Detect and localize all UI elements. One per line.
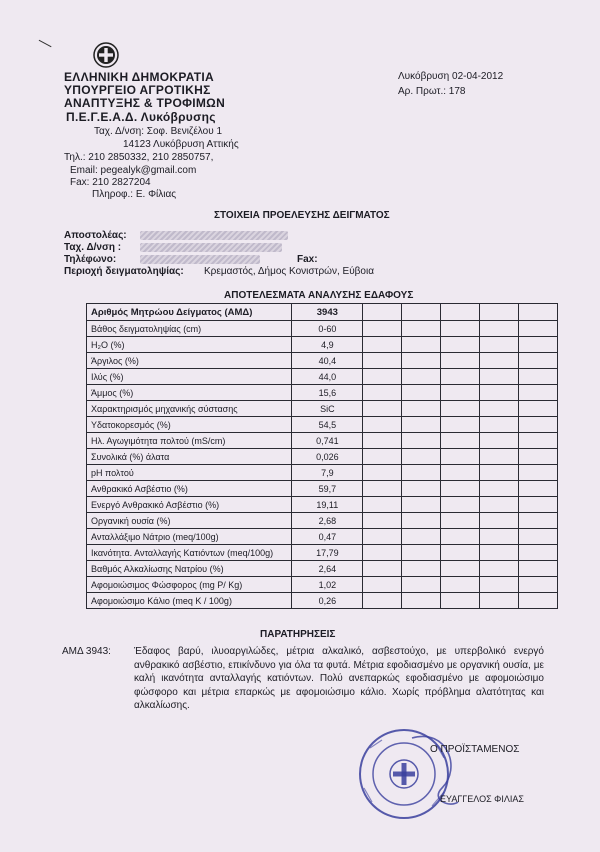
parameter-value: 0,47	[292, 529, 363, 545]
empty-cell	[441, 449, 480, 465]
empty-cell	[441, 465, 480, 481]
empty-cell	[441, 385, 480, 401]
empty-cell	[441, 593, 480, 609]
empty-cell	[402, 369, 441, 385]
address-city: 14123 Λυκόβρυση Αττικής	[123, 139, 239, 150]
parameter-value: 54,5	[292, 417, 363, 433]
empty-cell	[519, 529, 558, 545]
empty-cell	[441, 321, 480, 337]
empty-cell	[363, 545, 402, 561]
parameter-value: 17,79	[292, 545, 363, 561]
parameter-value: 0-60	[292, 321, 363, 337]
empty-cell	[480, 529, 519, 545]
area-value: Κρεμαστός, Δήμος Κονιστρών, Εύβοια	[204, 266, 374, 277]
parameter-value: 40,4	[292, 353, 363, 369]
sample-id-value: 3943	[292, 304, 363, 321]
sender-label: Αποστολέας:	[64, 230, 127, 241]
parameter-value: 2,68	[292, 513, 363, 529]
remarks-title: ΠΑΡΑΤΗΡΗΣΕΙΣ	[260, 629, 336, 640]
pen-mark	[38, 40, 51, 48]
table-row	[87, 321, 558, 337]
empty-cell	[480, 353, 519, 369]
table-row	[87, 481, 558, 497]
parameter-value: 59,7	[292, 481, 363, 497]
empty-cell	[363, 385, 402, 401]
empty-cell	[480, 481, 519, 497]
address-line: Ταχ. Δ/νση: Σοφ. Βενιζέλου 1	[94, 126, 223, 137]
parameter-value: 1,02	[292, 577, 363, 593]
empty-cell	[480, 545, 519, 561]
empty-cell	[402, 529, 441, 545]
empty-cell	[480, 417, 519, 433]
parameter-label: Άργιλος (%)	[87, 353, 292, 369]
empty-cell	[402, 353, 441, 369]
empty-cell	[363, 449, 402, 465]
table-row	[87, 529, 558, 545]
parameter-label: H₂O (%)	[87, 337, 292, 353]
parameter-value: 2,64	[292, 561, 363, 577]
empty-cell	[480, 561, 519, 577]
empty-cell	[402, 545, 441, 561]
empty-cell	[363, 593, 402, 609]
parameter-label: pH πολτού	[87, 465, 292, 481]
empty-cell	[402, 561, 441, 577]
email-line: Email: pegealyk@gmail.com	[70, 165, 197, 176]
empty-cell	[480, 369, 519, 385]
sample-id-label: Αριθμός Μητρώου Δείγματος (ΑΜΔ)	[87, 304, 292, 321]
parameter-label: Ανθρακικό Ασβέστιο (%)	[87, 481, 292, 497]
table-row	[87, 417, 558, 433]
empty-cell	[402, 497, 441, 513]
empty-cell	[363, 481, 402, 497]
empty-cell	[519, 481, 558, 497]
table-row	[87, 433, 558, 449]
empty-cell	[363, 304, 402, 321]
empty-cell	[363, 465, 402, 481]
empty-cell	[441, 561, 480, 577]
empty-cell	[519, 353, 558, 369]
header-office: Π.Ε.Γ.Ε.Α.Δ. Λυκόβρυσης	[66, 110, 216, 124]
empty-cell	[441, 417, 480, 433]
header-ministry: ΥΠΟΥΡΓΕΙΟ ΑΓΡΟΤΙΚΗΣ	[64, 83, 211, 97]
parameter-label: Συνολικά (%) άλατα	[87, 449, 292, 465]
phone-label: Τηλέφωνο:	[64, 254, 117, 265]
table-row	[87, 385, 558, 401]
table-row	[87, 401, 558, 417]
empty-cell	[519, 321, 558, 337]
protocol-number: Αρ. Πρωτ.: 178	[398, 86, 466, 97]
parameter-label: Ικανότητα. Ανταλλαγής Κατιόντων (meq/100g)	[87, 545, 292, 561]
empty-cell	[363, 353, 402, 369]
parameter-label: Βάθος δειγματοληψίας (cm)	[87, 321, 292, 337]
empty-cell	[402, 304, 441, 321]
address-label: Ταχ. Δ/νση :	[64, 242, 122, 253]
signatory-name: ΕΥΑΓΓΕΛΟΣ ΦΙΛΙΑΣ	[440, 794, 524, 804]
empty-cell	[402, 449, 441, 465]
empty-cell	[441, 577, 480, 593]
table-row	[87, 497, 558, 513]
table-row	[87, 353, 558, 369]
empty-cell	[519, 561, 558, 577]
parameter-label: Ανταλλάξιμο Νάτριο (meq/100g)	[87, 529, 292, 545]
table-row	[87, 337, 558, 353]
empty-cell	[402, 337, 441, 353]
empty-cell	[363, 577, 402, 593]
header-state: ΕΛΛΗΝΙΚΗ ΔΗΜΟΚΡΑΤΙΑ	[64, 70, 214, 84]
table-row	[87, 593, 558, 609]
table-row	[87, 561, 558, 577]
parameter-label: Οργανική ουσία (%)	[87, 513, 292, 529]
empty-cell	[480, 465, 519, 481]
empty-cell	[441, 337, 480, 353]
place-date: Λυκόβρυση 02-04-2012	[398, 71, 504, 82]
empty-cell	[480, 449, 519, 465]
results-table	[86, 303, 558, 609]
empty-cell	[441, 545, 480, 561]
empty-cell	[402, 593, 441, 609]
table-row	[87, 369, 558, 385]
redacted-address	[140, 243, 282, 252]
empty-cell	[402, 465, 441, 481]
empty-cell	[363, 497, 402, 513]
fax-line: Fax: 210 2827204	[70, 177, 151, 188]
empty-cell	[480, 401, 519, 417]
empty-cell	[519, 433, 558, 449]
empty-cell	[363, 401, 402, 417]
empty-cell	[402, 385, 441, 401]
empty-cell	[480, 593, 519, 609]
empty-cell	[441, 369, 480, 385]
empty-cell	[480, 513, 519, 529]
empty-cell	[441, 513, 480, 529]
empty-cell	[480, 321, 519, 337]
empty-cell	[519, 577, 558, 593]
empty-cell	[519, 417, 558, 433]
parameter-value: 19,11	[292, 497, 363, 513]
remarks-code: ΑΜΔ 3943:	[62, 646, 111, 657]
empty-cell	[519, 465, 558, 481]
empty-cell	[441, 304, 480, 321]
empty-cell	[363, 513, 402, 529]
empty-cell	[480, 337, 519, 353]
empty-cell	[519, 304, 558, 321]
empty-cell	[441, 433, 480, 449]
empty-cell	[363, 369, 402, 385]
greek-coat-of-arms-icon	[93, 42, 119, 68]
parameter-label: Ιλύς (%)	[87, 369, 292, 385]
empty-cell	[402, 401, 441, 417]
parameter-value: 44,0	[292, 369, 363, 385]
parameter-value: SiC	[292, 401, 363, 417]
parameter-label: Βαθμός Αλκαλίωσης Νατρίου (%)	[87, 561, 292, 577]
empty-cell	[441, 401, 480, 417]
signatory-role: Ο ΠΡΟΪΣΤΑΜΕΝΟΣ	[430, 744, 520, 755]
parameter-value: 7,9	[292, 465, 363, 481]
parameter-label: Χαρακτηρισμός μηχανικής σύστασης	[87, 401, 292, 417]
empty-cell	[519, 337, 558, 353]
remarks-text: Έδαφος βαρύ, ιλυοαργιλώδες, μέτρια αλκαλικό, ασβεστούχο, με υπερβολικό ενεργό ανθρακικό ασβέστιο, επικίνδυνο για όλα τα φυτά. Μέτρια εφοδιασμένο με οργανική ουσία, με καλή ικανότητα ανταλλαγής κατιόντων. Πολύ ανεπαρκώς εφοδιασμένο με αφομοιώσιμο φώσφορο και μέτρια επαρκώς με αφομοιώσιμο κάλιο. Χωρίς πρόβλημα αλατότητας και αλκαλίωσης.	[134, 646, 544, 711]
area-label: Περιοχή δειγματοληψίας:	[64, 266, 184, 277]
empty-cell	[519, 593, 558, 609]
table-row	[87, 513, 558, 529]
empty-cell	[402, 577, 441, 593]
empty-cell	[441, 481, 480, 497]
results-title: ΑΠΟΤΕΛΕΣΜΑΤΑ ΑΝΑΛΥΣΗΣ ΕΔΑΦΟΥΣ	[224, 290, 414, 301]
empty-cell	[480, 385, 519, 401]
empty-cell	[441, 529, 480, 545]
empty-cell	[480, 433, 519, 449]
empty-cell	[363, 337, 402, 353]
empty-cell	[402, 481, 441, 497]
table-row	[87, 465, 558, 481]
empty-cell	[402, 513, 441, 529]
empty-cell	[363, 417, 402, 433]
empty-cell	[363, 433, 402, 449]
table-row	[87, 577, 558, 593]
empty-cell	[363, 321, 402, 337]
info-line: Πληροφ.: Ε. Φίλιας	[92, 189, 177, 200]
empty-cell	[441, 497, 480, 513]
table-row	[87, 449, 558, 465]
empty-cell	[519, 513, 558, 529]
empty-cell	[363, 561, 402, 577]
parameter-label: Υδατοκορεσμός (%)	[87, 417, 292, 433]
empty-cell	[363, 529, 402, 545]
fax-label: Fax:	[297, 254, 318, 265]
parameter-label: Ηλ. Αγωγιμότητα πολτού (mS/cm)	[87, 433, 292, 449]
redacted-phone	[140, 255, 260, 264]
empty-cell	[519, 497, 558, 513]
empty-cell	[480, 577, 519, 593]
empty-cell	[519, 369, 558, 385]
parameter-value: 0,741	[292, 433, 363, 449]
parameter-value: 15,6	[292, 385, 363, 401]
header-ministry-2: ΑΝΑΠΤΥΞΗΣ & ΤΡΟΦΙΜΩΝ	[64, 96, 226, 110]
empty-cell	[480, 304, 519, 321]
parameter-label: Αφομοιώσιμο Κάλιο (meq K / 100g)	[87, 593, 292, 609]
parameter-value: 4,9	[292, 337, 363, 353]
parameter-label: Ενεργό Ανθρακικό Ασβέστιο (%)	[87, 497, 292, 513]
table-header-row	[87, 304, 558, 321]
empty-cell	[402, 417, 441, 433]
empty-cell	[519, 385, 558, 401]
empty-cell	[402, 433, 441, 449]
empty-cell	[519, 401, 558, 417]
parameter-label: Άμμος (%)	[87, 385, 292, 401]
phone-line: Τηλ.: 210 2850332, 210 2850757,	[64, 152, 214, 163]
parameter-value: 0,026	[292, 449, 363, 465]
empty-cell	[519, 545, 558, 561]
empty-cell	[480, 497, 519, 513]
parameter-label: Αφομοιώσιμος Φώσφορος (mg P/ Kg)	[87, 577, 292, 593]
official-stamp-icon	[352, 718, 460, 828]
origin-title: ΣΤΟΙΧΕΙΑ ΠΡΟΕΛΕΥΣΗΣ ΔΕΙΓΜΑΤΟΣ	[214, 210, 390, 221]
empty-cell	[441, 353, 480, 369]
empty-cell	[519, 449, 558, 465]
empty-cell	[402, 321, 441, 337]
redacted-sender	[140, 231, 288, 240]
parameter-value: 0,26	[292, 593, 363, 609]
table-row	[87, 545, 558, 561]
